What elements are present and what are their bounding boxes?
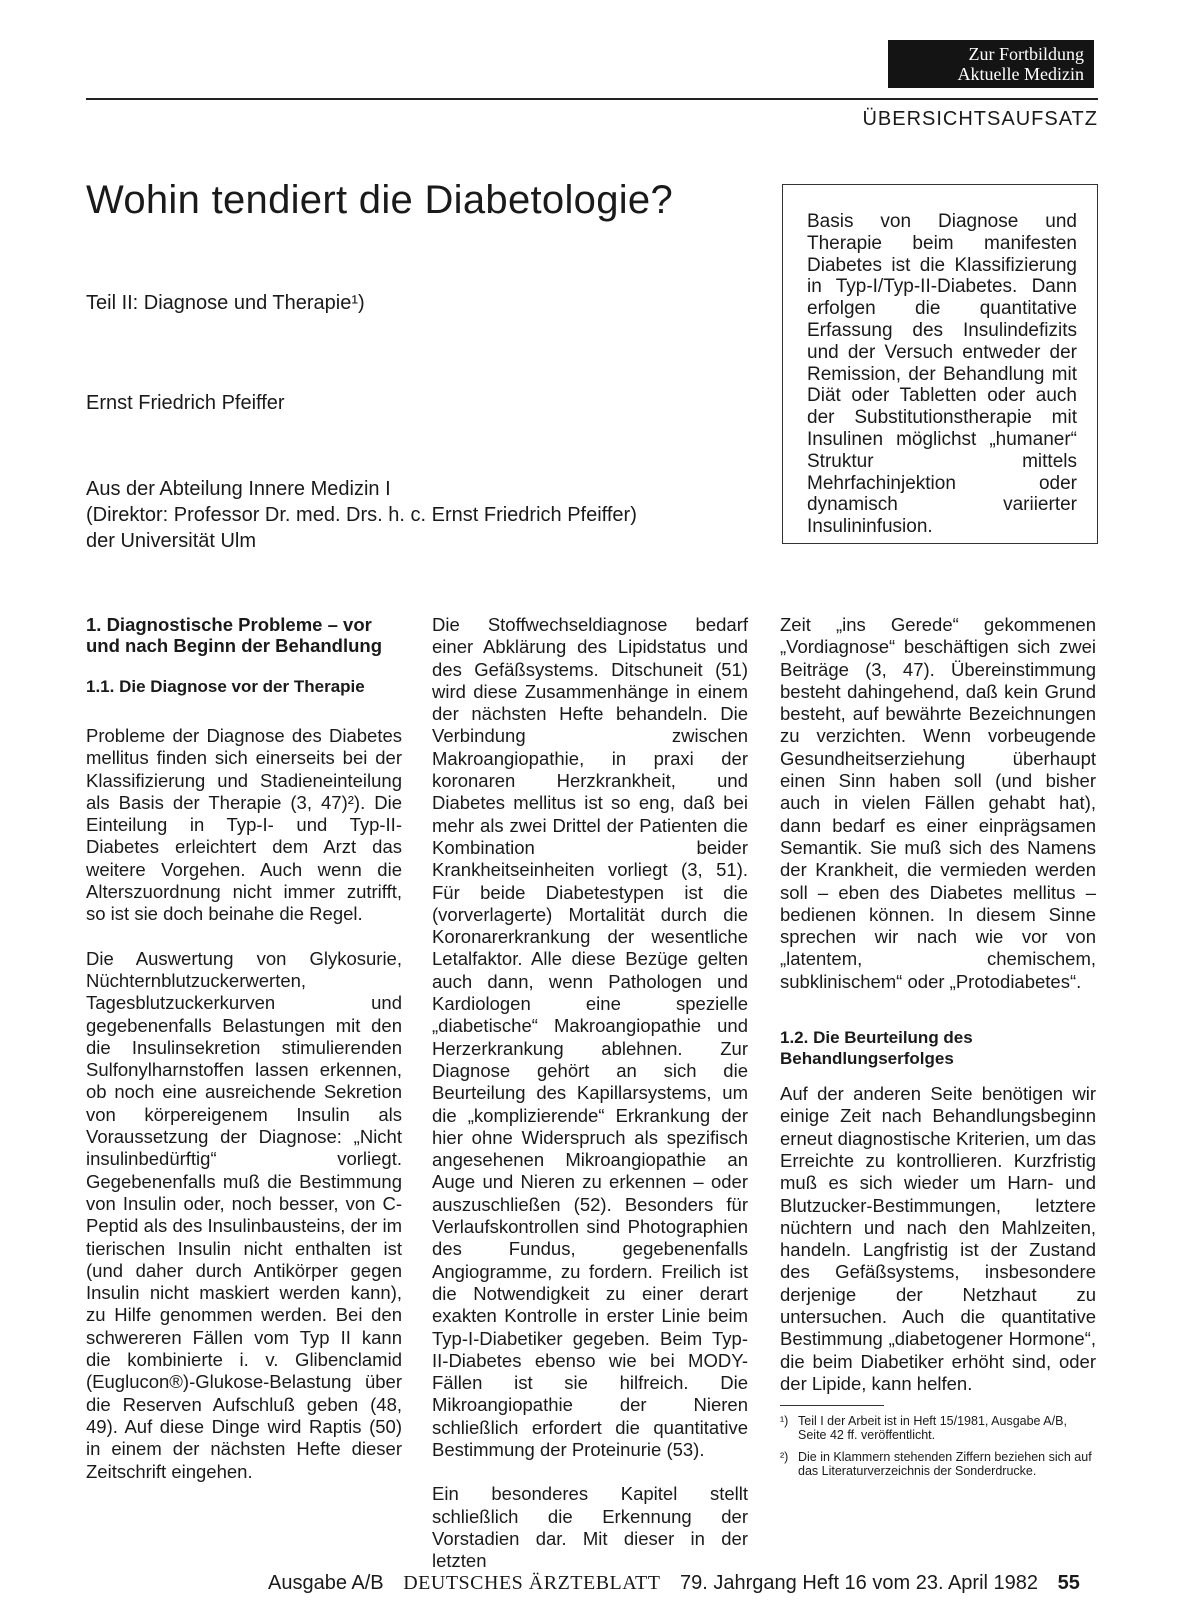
header-rule [86, 98, 1098, 100]
article-title: Wohin tendiert die Diabetologie? [86, 178, 674, 222]
footnote [780, 1414, 1096, 1442]
paragraph: Zeit „ins Gerede“ gekommenen „Vordiagnose“ beschäftigen sich zwei Beiträge (3, 47). Übereinstimmung besteht dahingehend, daß kein Grund besteht, auf bewährte Bezeichnungen zu verzichten. Wenn vorbeugende Gesundheitserziehung überhaupt einen Sinn haben soll (und bisher auch in vielen Fällen gehabt hat), dann bedarf es einer einprägsamen Semantik. Sie muß sich des Namens der Krankheit, die vermieden werden soll – eben des Diabetes mellitus – bedienen können. In diesem Sinne sprechen wir nach wie vor von „latentem, chemischem, subklinischem“ oder „Protodiabetes“. [780, 614, 1096, 992]
footer-issue: 79. Jahrgang Heft 16 vom 23. April 1982 [680, 1572, 1039, 1594]
affiliation [86, 476, 637, 554]
footnote-text: Die in Klammern stehenden Ziffern beziehen sich auf das Literaturverzeichnis der Sonderdrucke. [798, 1450, 1092, 1479]
section-heading: 1. Diagnostische Probleme – vor und nach Beginn der Behandlung [86, 614, 382, 656]
affiliation-line: Aus der Abteilung Innere Medizin I [86, 478, 391, 500]
paragraph: Die Stoffwechseldiagnose bedarf einer Abklärung des Lipidstatus und des Gefäßsystems. Ditschuneit (51) wird diese Zusammenhänge in einem der nächsten Hefte behandeln. Die Verbindung zwischen Makroangiopathie, in praxi der koronaren Herzkrankheit, und Diabetes mellitus ist so eng, daß bei mehr als zwei Drittel der Patienten die Kombination beider Krankheitseinheiten vorliegt (3, 51). Für beide Diabetestypen ist die (vorverlagerte) Mortalität durch die Koronarerkrankung der wesentliche Letalfaktor. Alle diese Bezüge gelten auch dann, wenn Pathologen und Kardiologen eine spezielle „diabetische“ Makroangiopathie und Herzerkrankung ablehnen. Zur Diagnose gehört an sich die Beurteilung des Kapillarsystems, um die „komplizierende“ Erkrankung der hier ohne Widerspruch als spezifisch angesehenen Mikroangiopathie an Auge und Nieren zu erkennen – oder auszuschließen (52). Besonders für Verlaufskontrollen sind Photographien des Fundus, gegebenenfalls Angiogramme, zu fordern. Freilich ist die Notwendigkeit zu einer derart exakten Kontrolle in erster Linie beim Typ-I-Diabetiker gegeben. Beim Typ-II-Diabetes ebenso wie bei MODY-Fällen ist sie hilfreich. Die Mikroangiopathie der Nieren schließlich erfordert die quantitative Bestimmung der Proteinurie (53). [432, 614, 748, 1460]
footnote-rule [780, 1405, 884, 1406]
paragraph: Ein besonderes Kapitel stellt schließlich die Erkennung der Vorstadien dar. Mit dieser in der letzten [432, 1483, 748, 1572]
paragraph: Die Auswertung von Glykosurie, Nüchternblutzuckerwerten, Tagesblutzuckerkurven und gegebenenfalls Belastungen mit den die Insulinsekretion stimulierenden Sulfonylharnstoffen lassen erkennen, ob noch eine ausreichende Sekretion von körpereigenem Insulin als Voraussetzung der Diagnose: „Nicht insulinbedürftig“ vorliegt. Gegebenenfalls muß die Bestimmung von Insulin oder, noch besser, von C-Peptid als des Insulinbausteins, der im tierischen Insulin nicht enthalten ist (und daher durch Antikörper gegen Insulin nicht maskiert werden kann), zu Hilfe genommen werden. Bei den schwereren Fällen vom Typ II kann die kombinierte i. v. Glibenclamid (Euglucon®)-Glukose-Belastung über die Reserven Aufschluß geben (48, 49). Auf diese Dinge wird Raptis (50) in einem der nächsten Hefte dieser Zeitschrift eingehen. [86, 947, 402, 1482]
badge-line-1: Zur Fortbildung [968, 44, 1084, 64]
footnote-marker: ¹) [780, 1414, 789, 1429]
subsection-heading: 1.1. Die Diagnose vor der Therapie [86, 677, 365, 696]
subsection-heading: 1.2. Die Beurteilung des Behandlungserfolges [780, 1028, 973, 1069]
affiliation-line: (Direktor: Professor Dr. med. Drs. h. c. Ernst Friedrich Pfeiffer) [86, 504, 637, 526]
paragraph: Probleme der Diagnose des Diabetes mellitus finden sich einerseits bei der Klassifizierung und Stadieneinteilung als Basis der Therapie (3, 47)²). Die Einteilung in Typ-I- und Typ-II-Diabetes erleichtert dem Arzt das weitere Vorgehen. Auch wenn die Alterszuordnung nicht immer zutrifft, so ist sie doch beinahe die Regel. [86, 725, 402, 925]
author-name: Ernst Friedrich Pfeiffer [86, 392, 285, 414]
badge-line-2: Aktuelle Medizin [957, 64, 1084, 84]
section-badge [888, 40, 1094, 88]
section-label: ÜBERSICHTSAUFSATZ [862, 108, 1098, 130]
text-column-2 [432, 614, 748, 1594]
page-footer [268, 1572, 1080, 1595]
paragraph: Auf der anderen Seite benötigen wir einige Zeit nach Behandlungsbeginn erneut diagnostische Kriterien, um das Erreichte zu kontrollieren. Kurzfristig muß es sich wieder um Harn- und Blutzucker-Bestimmungen, letztere nüchtern und nach den Mahlzeiten, handeln. Langfristig ist der Zustand des Gefäßsystems, insbesondere derjenige der Netzhaut zu untersuchen. Auch die quantitative Bestimmung „diabetogener Hormone“, die beim Diabetiker erhöht sind, oder der Lipide, kann helfen. [780, 1083, 1096, 1394]
text-column-3 [780, 614, 1096, 1486]
affiliation-line: der Universität Ulm [86, 530, 257, 552]
footer-edition: Ausgabe A/B [268, 1572, 384, 1594]
abstract-box: Basis von Diagnose und Therapie beim manifesten Diabetes ist die Klassifizierung in Typ-I/Typ-II-Diabetes. Dann erfolgen die quantitative Erfassung des Insulindefizits und der Versuch entweder der Remission, der Behandlung mit Diät oder Tabletten oder auch der Substitutionstherapie mit Insulinen möglichst „humaner“ Struktur mittels Mehrfachinjektion oder dynamisch variierter Insulininfusion. [782, 184, 1098, 544]
footnote-text: Teil I der Arbeit ist in Heft 15/1981, Ausgabe A/B, Seite 42 ff. veröffentlicht. [798, 1414, 1067, 1443]
article-subtitle: Teil II: Diagnose und Therapie¹) [86, 292, 365, 314]
page-number: 55 [1057, 1572, 1080, 1594]
text-column-1 [86, 614, 402, 1505]
footer-journal: DEUTSCHES ÄRZTEBLATT [403, 1572, 661, 1594]
footnote [780, 1450, 1096, 1478]
footnote-marker: ²) [780, 1450, 789, 1465]
